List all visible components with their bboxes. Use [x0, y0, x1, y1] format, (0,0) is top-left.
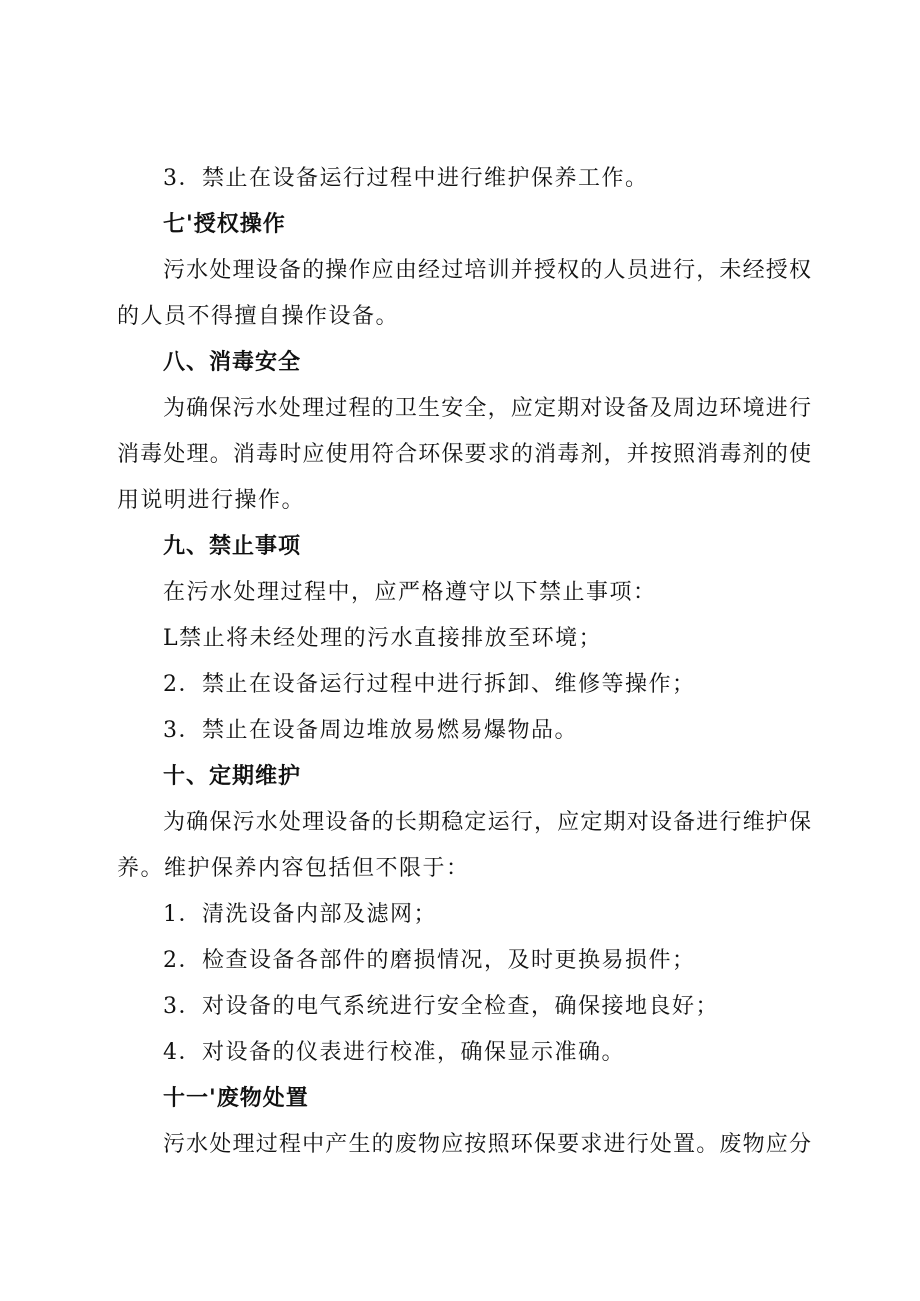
list-item: 3．对设备的电气系统进行安全检查，确保接地良好；: [163, 994, 719, 1019]
paragraph-line: 污水处理过程中产生的废物应按照环保要求进行处置。废物应分: [163, 1132, 811, 1157]
paragraph-line: 消毒处理。消毒时应使用符合环保要求的消毒剂，并按照消毒剂的使: [117, 442, 811, 467]
paragraph-line: 用说明进行操作。: [117, 488, 306, 513]
list-item: 1．清洗设备内部及滤网；: [163, 902, 437, 927]
list-item-3-maintenance-ban: 3．禁止在设备运行过程中进行维护保养工作。: [163, 166, 649, 191]
paragraph-line: 养。维护保养内容包括但不限于：: [117, 856, 470, 881]
section-heading-10-regular-maintenance: 十、定期维护: [163, 764, 302, 789]
list-item: L禁止将未经处理的污水直接排放至环境；: [163, 626, 603, 651]
paragraph-line: 为确保污水处理设备的长期稳定运行，应定期对设备进行维护保: [163, 810, 811, 835]
list-item: 3．禁止在设备周边堆放易燃易爆物品。: [163, 718, 578, 743]
list-item: 2．检查设备各部件的磨损情况，及时更换易损件；: [163, 948, 696, 973]
section-heading-7-authorized-operation: 七'授权操作: [163, 212, 286, 237]
list-item: 4．对设备的仪表进行校准，确保显示准确。: [163, 1040, 625, 1065]
section-heading-8-disinfection-safety: 八、消毒安全: [163, 350, 302, 375]
paragraph-line: 在污水处理过程中，应严格遵守以下禁止事项：: [163, 580, 657, 605]
section-heading-11-waste-disposal: 十一'废物处置: [163, 1086, 309, 1111]
section-heading-9-prohibited-items: 九、禁止事项: [163, 534, 302, 559]
list-item: 2．禁止在设备运行过程中进行拆卸、维修等操作；: [163, 672, 696, 697]
paragraph-line: 为确保污水处理过程的卫生安全，应定期对设备及周边环境进行: [163, 396, 811, 421]
paragraph-line: 污水处理设备的操作应由经过培训并授权的人员进行，未经授权: [163, 258, 811, 283]
paragraph-line: 的人员不得擅自操作设备。: [117, 304, 400, 329]
